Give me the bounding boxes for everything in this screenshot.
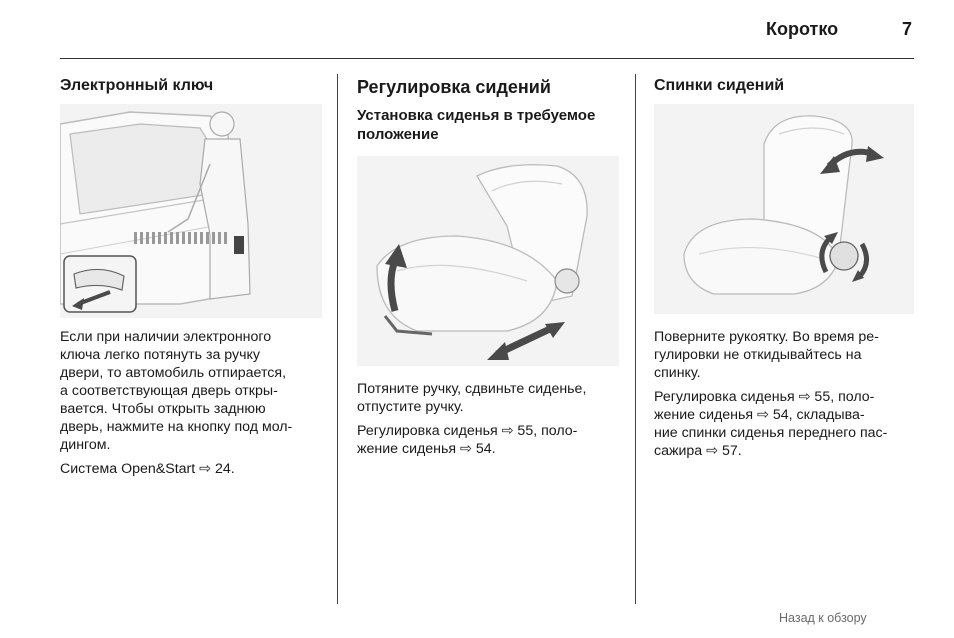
paragraph-seat-backs-2: Регулировка сиденья ⇨ 55, поло- жение сиденья ⇨ 54, складыва- ние спинки сиденья переднего пас- сажира ⇨ 57. [654, 389, 888, 459]
column-electronic-key-text [60, 328, 330, 484]
section-heading-electronic-key: Электронный ключ [60, 77, 214, 94]
seat-backrest-adjust-illustration [654, 104, 914, 314]
column-electronic-key [60, 76, 330, 96]
section-heading-seat-backs: Спинки сидений [654, 77, 785, 94]
subheading-seat-position: Установка сиденья в требуемое положение [357, 107, 596, 143]
back-to-overview-link[interactable]: Назад к обзору [779, 611, 867, 625]
column-divider-2 [635, 74, 636, 604]
paragraph-seat-adjust-1: Потяните ручку, сдвиньте сиденье, отпустите ручку. [357, 381, 587, 415]
paragraph-seat-adjust-2: Регулировка сиденья ⇨ 55, поло- жение сиденья ⇨ 54. [357, 423, 578, 457]
header-divider [60, 58, 914, 59]
paragraph-seat-backs-1: Поверните рукоятку. Во время ре- гулировки не откидывайтесь на спинку. [654, 329, 879, 381]
column-seat-backs [654, 76, 914, 96]
paragraph-electronic-key-1: Если при наличии электронного ключа легко потянуть за ручку двери, то автомобиль отпирается, а соответствующая дверь откры- вается. Чтобы открыть заднюю дверь, нажмите на кнопку под мол- дингом. [60, 329, 293, 453]
section-heading-seat-adjustment: Регулировка сидений [357, 77, 551, 97]
column-seat-adjustment [357, 76, 627, 144]
page-header-title: Коротко [766, 19, 839, 39]
page-number: 7 [902, 19, 913, 39]
column-divider-1 [337, 74, 338, 604]
car-door-key-illustration [60, 104, 322, 318]
seat-position-adjust-illustration [357, 156, 619, 366]
paragraph-electronic-key-2: Система Open&Start ⇨ 24. [60, 461, 235, 477]
column-seat-backs-text [654, 328, 914, 466]
column-seat-adjustment-text [357, 380, 627, 464]
